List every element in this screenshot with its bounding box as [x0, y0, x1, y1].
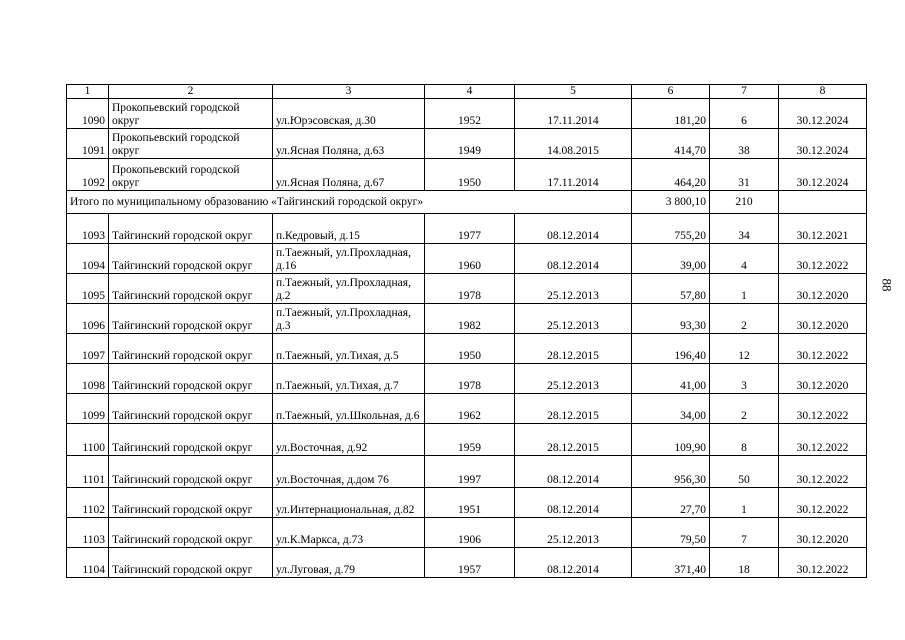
- row-number: 1099: [67, 394, 109, 424]
- date-cell: 17.11.2014: [515, 159, 632, 191]
- year-cell: 1978: [425, 274, 515, 304]
- area-cell: 755,20: [632, 214, 710, 244]
- header-cell: 2: [109, 85, 273, 99]
- municipality-cell: Тайгинский городской округ: [109, 274, 273, 304]
- address-cell: п.Таежный, ул.Тихая, д.7: [273, 364, 425, 394]
- year-cell: 1960: [425, 244, 515, 274]
- address-cell: ул.Интернациональная, д.82: [273, 488, 425, 518]
- header-cell: 7: [710, 85, 779, 99]
- date-cell: 08.12.2014: [515, 456, 632, 488]
- deadline-cell: 30.12.2022: [779, 488, 867, 518]
- municipality-cell: Тайгинский городской округ: [109, 394, 273, 424]
- area-cell: 34,00: [632, 394, 710, 424]
- date-cell: 17.11.2014: [515, 99, 632, 129]
- address-cell: п.Кедровый, д.15: [273, 214, 425, 244]
- year-cell: 1982: [425, 304, 515, 334]
- row-number: 1104: [67, 548, 109, 578]
- address-cell: п.Таежный, ул.Школьная, д.6: [273, 394, 425, 424]
- year-cell: 1952: [425, 99, 515, 129]
- deadline-cell: 30.12.2022: [779, 334, 867, 364]
- count-cell: 1: [710, 488, 779, 518]
- count-cell: 6: [710, 99, 779, 129]
- row-number: 1096: [67, 304, 109, 334]
- municipality-cell: Тайгинский городской округ: [109, 304, 273, 334]
- area-cell: 39,00: [632, 244, 710, 274]
- header-cell: 8: [779, 85, 867, 99]
- deadline-cell: 30.12.2022: [779, 424, 867, 456]
- date-cell: 25.12.2013: [515, 274, 632, 304]
- table-row: [67, 548, 867, 578]
- total-row: [67, 191, 867, 214]
- area-cell: 414,70: [632, 129, 710, 159]
- area-cell: 57,80: [632, 274, 710, 304]
- total-empty-cell: [779, 191, 867, 214]
- total-label: Итого по муниципальному образованию «Тайгинский городской округ»: [67, 191, 632, 214]
- area-cell: 956,30: [632, 456, 710, 488]
- year-cell: 1950: [425, 334, 515, 364]
- deadline-cell: 30.12.2020: [779, 274, 867, 304]
- date-cell: 28.12.2015: [515, 334, 632, 364]
- municipality-cell: Тайгинский городской округ: [109, 518, 273, 548]
- date-cell: 25.12.2013: [515, 518, 632, 548]
- year-cell: 1950: [425, 159, 515, 191]
- table-row: [67, 364, 867, 394]
- address-cell: п.Таежный, ул.Прохладная, д.2: [273, 274, 425, 304]
- count-cell: 2: [710, 394, 779, 424]
- count-cell: 2: [710, 304, 779, 334]
- municipality-cell: Тайгинский городской округ: [109, 456, 273, 488]
- table-row: [67, 394, 867, 424]
- register-table: [66, 84, 867, 578]
- deadline-cell: 30.12.2022: [779, 456, 867, 488]
- header-cell: 4: [425, 85, 515, 99]
- municipality-cell: Прокопьевский городской округ: [109, 129, 273, 159]
- row-number: 1091: [67, 129, 109, 159]
- table-row: [67, 488, 867, 518]
- count-cell: 50: [710, 456, 779, 488]
- date-cell: 25.12.2013: [515, 364, 632, 394]
- count-cell: 7: [710, 518, 779, 548]
- table-row: [67, 304, 867, 334]
- date-cell: 08.12.2014: [515, 214, 632, 244]
- address-cell: ул.К.Маркса, д.73: [273, 518, 425, 548]
- count-cell: 1: [710, 274, 779, 304]
- address-cell: ул.Луговая, д.79: [273, 548, 425, 578]
- date-cell: 08.12.2014: [515, 244, 632, 274]
- area-cell: 41,00: [632, 364, 710, 394]
- municipality-cell: Прокопьевский городской округ: [109, 159, 273, 191]
- total-count: 210: [710, 191, 779, 214]
- date-cell: 08.12.2014: [515, 488, 632, 518]
- table-row: [67, 334, 867, 364]
- table-row: [67, 424, 867, 456]
- year-cell: 1951: [425, 488, 515, 518]
- table-row: [67, 456, 867, 488]
- area-cell: 79,50: [632, 518, 710, 548]
- municipality-cell: Тайгинский городской округ: [109, 334, 273, 364]
- header-cell: 3: [273, 85, 425, 99]
- total-area: 3 800,10: [632, 191, 710, 214]
- municipality-cell: Тайгинский городской округ: [109, 488, 273, 518]
- area-cell: 196,40: [632, 334, 710, 364]
- area-cell: 181,20: [632, 99, 710, 129]
- count-cell: 18: [710, 548, 779, 578]
- row-number: 1101: [67, 456, 109, 488]
- row-number: 1093: [67, 214, 109, 244]
- year-cell: 1949: [425, 129, 515, 159]
- municipality-cell: Тайгинский городской округ: [109, 364, 273, 394]
- row-number: 1102: [67, 488, 109, 518]
- deadline-cell: 30.12.2022: [779, 244, 867, 274]
- count-cell: 4: [710, 244, 779, 274]
- row-number: 1098: [67, 364, 109, 394]
- deadline-cell: 30.12.2021: [779, 214, 867, 244]
- municipality-cell: Тайгинский городской округ: [109, 244, 273, 274]
- municipality-cell: Тайгинский городской округ: [109, 424, 273, 456]
- deadline-cell: 30.12.2024: [779, 129, 867, 159]
- table-row: [67, 129, 867, 159]
- row-number: 1090: [67, 99, 109, 129]
- area-cell: 371,40: [632, 548, 710, 578]
- header-row: [67, 85, 867, 99]
- table-row: [67, 159, 867, 191]
- municipality-cell: Тайгинский городской округ: [109, 548, 273, 578]
- date-cell: 14.08.2015: [515, 129, 632, 159]
- row-number: 1092: [67, 159, 109, 191]
- address-cell: ул.Ясная Поляна, д.63: [273, 129, 425, 159]
- table-row: [67, 214, 867, 244]
- row-number: 1097: [67, 334, 109, 364]
- year-cell: 1906: [425, 518, 515, 548]
- page-number: 88: [879, 278, 895, 292]
- municipality-cell: Тайгинский городской округ: [109, 214, 273, 244]
- count-cell: 3: [710, 364, 779, 394]
- row-number: 1094: [67, 244, 109, 274]
- address-cell: ул.Восточная, д.92: [273, 424, 425, 456]
- header-cell: 5: [515, 85, 632, 99]
- deadline-cell: 30.12.2024: [779, 99, 867, 129]
- count-cell: 8: [710, 424, 779, 456]
- count-cell: 31: [710, 159, 779, 191]
- date-cell: 28.12.2015: [515, 394, 632, 424]
- deadline-cell: 30.12.2020: [779, 304, 867, 334]
- year-cell: 1978: [425, 364, 515, 394]
- date-cell: 08.12.2014: [515, 548, 632, 578]
- table-row: [67, 244, 867, 274]
- count-cell: 38: [710, 129, 779, 159]
- deadline-cell: 30.12.2020: [779, 364, 867, 394]
- area-cell: 109,90: [632, 424, 710, 456]
- row-number: 1103: [67, 518, 109, 548]
- year-cell: 1997: [425, 456, 515, 488]
- deadline-cell: 30.12.2022: [779, 394, 867, 424]
- area-cell: 464,20: [632, 159, 710, 191]
- address-cell: п.Таежный, ул.Прохладная, д.3: [273, 304, 425, 334]
- address-cell: ул.Восточная, д.дом 76: [273, 456, 425, 488]
- address-cell: ул.Юрэсовская, д.30: [273, 99, 425, 129]
- table-row: [67, 274, 867, 304]
- year-cell: 1959: [425, 424, 515, 456]
- deadline-cell: 30.12.2020: [779, 518, 867, 548]
- count-cell: 12: [710, 334, 779, 364]
- table-row: [67, 518, 867, 548]
- row-number: 1100: [67, 424, 109, 456]
- row-number: 1095: [67, 274, 109, 304]
- address-cell: п.Таежный, ул.Прохладная, д.16: [273, 244, 425, 274]
- year-cell: 1962: [425, 394, 515, 424]
- municipality-cell: Прокопьевский городской округ: [109, 99, 273, 129]
- date-cell: 28.12.2015: [515, 424, 632, 456]
- deadline-cell: 30.12.2024: [779, 159, 867, 191]
- address-cell: п.Таежный, ул.Тихая, д.5: [273, 334, 425, 364]
- year-cell: 1957: [425, 548, 515, 578]
- header-cell: 6: [632, 85, 710, 99]
- area-cell: 27,70: [632, 488, 710, 518]
- table-row: [67, 99, 867, 129]
- year-cell: 1977: [425, 214, 515, 244]
- area-cell: 93,30: [632, 304, 710, 334]
- count-cell: 34: [710, 214, 779, 244]
- date-cell: 25.12.2013: [515, 304, 632, 334]
- header-cell: 1: [67, 85, 109, 99]
- deadline-cell: 30.12.2022: [779, 548, 867, 578]
- address-cell: ул.Ясная Поляна, д.67: [273, 159, 425, 191]
